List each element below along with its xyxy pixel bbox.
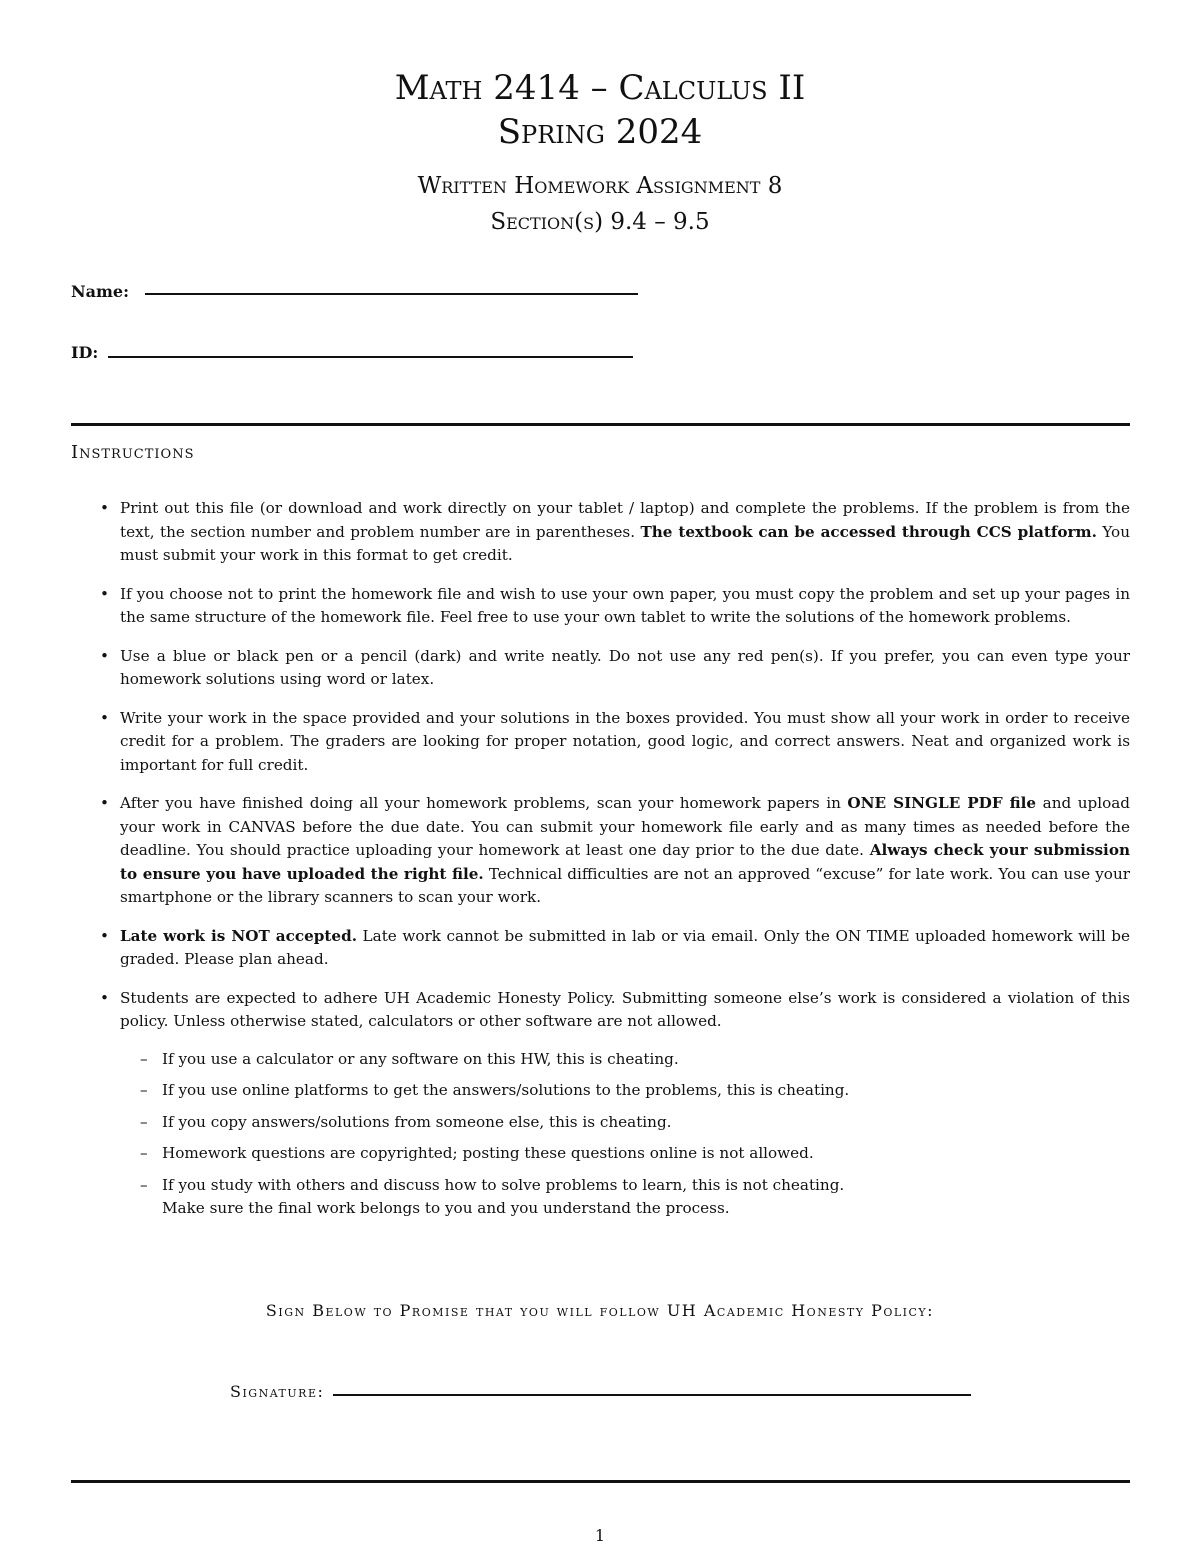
bullet-icon: •: [100, 926, 109, 945]
list-item: • If you choose not to print the homework file and wish to use your own paper, you must copy the problem and set up your pages in the same structure of the homework file. Feel free to use your own tablet to write the solutions of the homework problems.: [100, 584, 1130, 626]
sections-title: Section(s) 9.4 – 9.5: [490, 209, 710, 235]
sub-list-item: – If you use a calculator or any software on this HW, this is cheating.: [140, 1049, 679, 1068]
page-number: 1: [594, 1526, 606, 1545]
list-item: • Late work is NOT accepted. Late work cannot be submitted in lab or via email. Only the ON TIME uploaded homework will be graded. Please plan ahead.: [100, 926, 1131, 968]
top-divider: [71, 423, 1130, 426]
name-label: Name:: [71, 282, 130, 301]
assignment-title: Written Homework Assignment 8: [417, 173, 783, 199]
signature-label: Signature:: [230, 1382, 325, 1401]
bullet-icon: •: [100, 584, 109, 603]
document-header: [0, 66, 1200, 240]
bullet-icon: •: [100, 708, 109, 727]
list-item: • Students are expected to adhere UH Academic Honesty Policy. Submitting someone else’s work is considered a violation of this policy. Unless otherwise stated, calculators or other software are not allowed. – If you use a calculator or any software on this HW, this is cheating. – If you use online platforms to get the answers/solutions to the problems, this is cheating. – If you copy answers/solutions from someone else, this is cheating. – Homework questions are copyrighted; posting these questions online is not allowed. – If you study with others and discuss how to solve problems to learn, this is not cheating. Make sure the final work belongs to you and you understand the process.: [120, 987, 1130, 1221]
signature-field[interactable]: [333, 1394, 971, 1396]
sub-list-item: – Homework questions are copyrighted; posting these questions online is not allowed.: [140, 1144, 814, 1162]
bullet-icon: •: [100, 794, 109, 812]
name-field[interactable]: [145, 293, 638, 295]
instructions-list: [100, 497, 1131, 1236]
bottom-divider: [71, 1480, 1130, 1483]
bullet-icon: •: [100, 499, 109, 517]
honesty-sub-list: [120, 1048, 1130, 1221]
honesty-promise: Sign Below to Promise that you will follow UH Academic Honesty Policy:: [265, 1301, 935, 1320]
list-item: • Write your work in the space provided and your solutions in the boxes provided. You must show all your work in order to receive credit for a problem. The graders are looking for proper notation, good logic, and correct answers. Neat and organized work is important for full credit.: [100, 708, 1130, 774]
bullet-icon: •: [100, 988, 109, 1007]
sub-list-item: – If you copy answers/solutions from someone else, this is cheating.: [140, 1112, 672, 1131]
list-item: • Use a blue or black pen or a pencil (dark) and write neatly. Do not use any red pen(s). If you prefer, you can even type your homework solutions using word or latex.: [100, 646, 1130, 688]
id-label: ID:: [71, 343, 99, 362]
list-item: • After you have finished doing all your homework problems, scan your homework papers in ONE SINGLE PDF file and upload your work in CANVAS before the due date. You can submit your homework file early and as many times as needed before the deadline. You should practice uploading your homework at least one day prior to the due date. Always check your submission to ensure you have uploaded the right file. Technical difficulties are not an approved “excuse” for late work. You can use your smartphone or the library scanners to scan your work.: [100, 794, 1131, 906]
term-title: Spring 2024: [497, 112, 703, 152]
instructions-heading: Instructions: [71, 442, 195, 463]
bullet-icon: •: [100, 646, 109, 665]
course-title: Math 2414 – Calculus II: [394, 68, 806, 108]
list-item: • Print out this file (or download and work directly on your tablet / laptop) and complete the problems. If the problem is from the text, the section number and problem number are in parentheses. The textbook can be accessed through CCS platform. You must submit your work in this format to get credit.: [100, 499, 1130, 564]
sub-list-item: – If you use online platforms to get the answers/solutions to the problems, this is cheating.: [140, 1081, 850, 1099]
sub-list-item: – If you study with others and discuss how to solve problems to learn, this is not cheating. Make sure the final work belongs to you and you understand the process.: [140, 1175, 845, 1217]
id-field[interactable]: [108, 356, 633, 358]
